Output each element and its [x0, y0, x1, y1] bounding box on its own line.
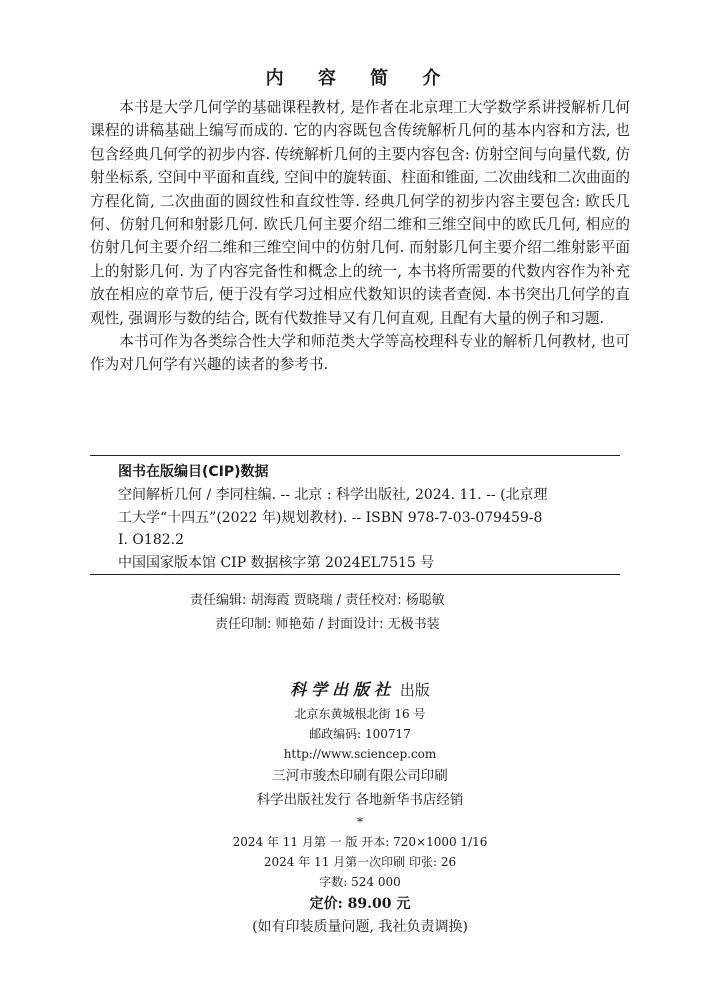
price-line: 定价: 89.00 元 — [309, 896, 411, 912]
publication-block — [0, 676, 720, 938]
publisher-logo: 科学出版社 — [290, 680, 396, 699]
cip-top-rule — [90, 455, 620, 456]
edition-line: 2024 年 11 月第 一 版 开本: 720×1000 1/16 — [232, 835, 488, 849]
word-count-line: 字数: 524 000 — [319, 875, 401, 889]
cip-block — [118, 484, 620, 574]
cip-line-3: Ⅰ. O182.2 — [118, 532, 184, 548]
cip-bottom-rule — [90, 574, 620, 575]
publisher-line — [0, 676, 720, 704]
intro-paragraph-1: 本书是大学几何学的基础课程教材, 是作者在北京理工大学数学系讲授解析几何课程的讲稿基础上编写而成的. 它的内容既包含传统解析几何的基本内容和方法, 也包含经典几何学的初步内容. 传统解析几何的主要内容包含: 仿射空间与向量代数, 仿射坐标系, 空间中平面和直线, 空间中的旋转面、柱面和锥面, 二次曲线和二次曲面的方程化简, 二次曲面的圆纹性和直纹性等. 经典几何学的初步内容主要包含: 欧氏几何、仿射几何和射影几何. 欧氏几何主要介绍二维和三维空间中的欧氏几何, 相应的仿射几何主要介绍二维和三维空间中的仿射几何. 而射影几何主要介绍二维射影平面上的射影几何. 为了内容完备性和概念上的统一, 本书将所需要的代数内容作为补充放在相应的章节后, 便于没有学习过相应代数知识的读者查阅. 本书突出几何学的直观性, 强调形与数的结合, 既有代数推导又有几何直观, 且配有大量的例子和习题. — [90, 99, 630, 327]
editors-line-2: 责任印制: 师艳茹 / 封面设计: 无极书装 — [215, 617, 440, 632]
cip-line-2: 工大学“十四五”(2022 年)规划教材). -- ISBN 978-7-03-079459-8 — [118, 509, 543, 526]
editors-block — [0, 589, 720, 637]
publisher-address: 北京东黄城根北街 16 号 — [294, 707, 426, 721]
printing-line: 2024 年 11 月第一次印刷 印张: 26 — [263, 855, 457, 869]
publisher-postcode: 邮政编码: 100717 — [309, 727, 411, 741]
printer-line: 三河市骏杰印刷有限公司印刷 — [272, 768, 448, 784]
editors-line-1: 责任编辑: 胡海霞 贾晓瑞 / 责任校对: 杨聪敏 — [190, 593, 445, 608]
distribution-line: 科学出版社发行 各地新华书店经销 — [256, 792, 464, 808]
intro-heading: 内 容 简 介 — [265, 68, 455, 89]
publisher-suffix: 出版 — [399, 681, 430, 699]
quality-note: (如有印装质量问题, 我社负责调换) — [252, 919, 468, 935]
intro-body — [90, 96, 630, 377]
publisher-url: http://www.sciencep.com — [283, 747, 437, 761]
separator-star: * — [357, 815, 363, 829]
cip-line-4: 中国国家版本馆 CIP 数据核字第 2024EL7515 号 — [118, 554, 435, 571]
cip-heading: 图书在版编目(CIP)数据 — [118, 464, 269, 480]
intro-paragraph-2: 本书可作为各类综合性大学和师范类大学等高校理科专业的解析几何教材, 也可作为对几何学有兴趣的读者的参考书. — [90, 333, 630, 374]
cip-line-1: 空间解析几何 / 李同柱编. -- 北京 : 科学出版社, 2024. 11. -- (北京理 — [118, 487, 548, 503]
